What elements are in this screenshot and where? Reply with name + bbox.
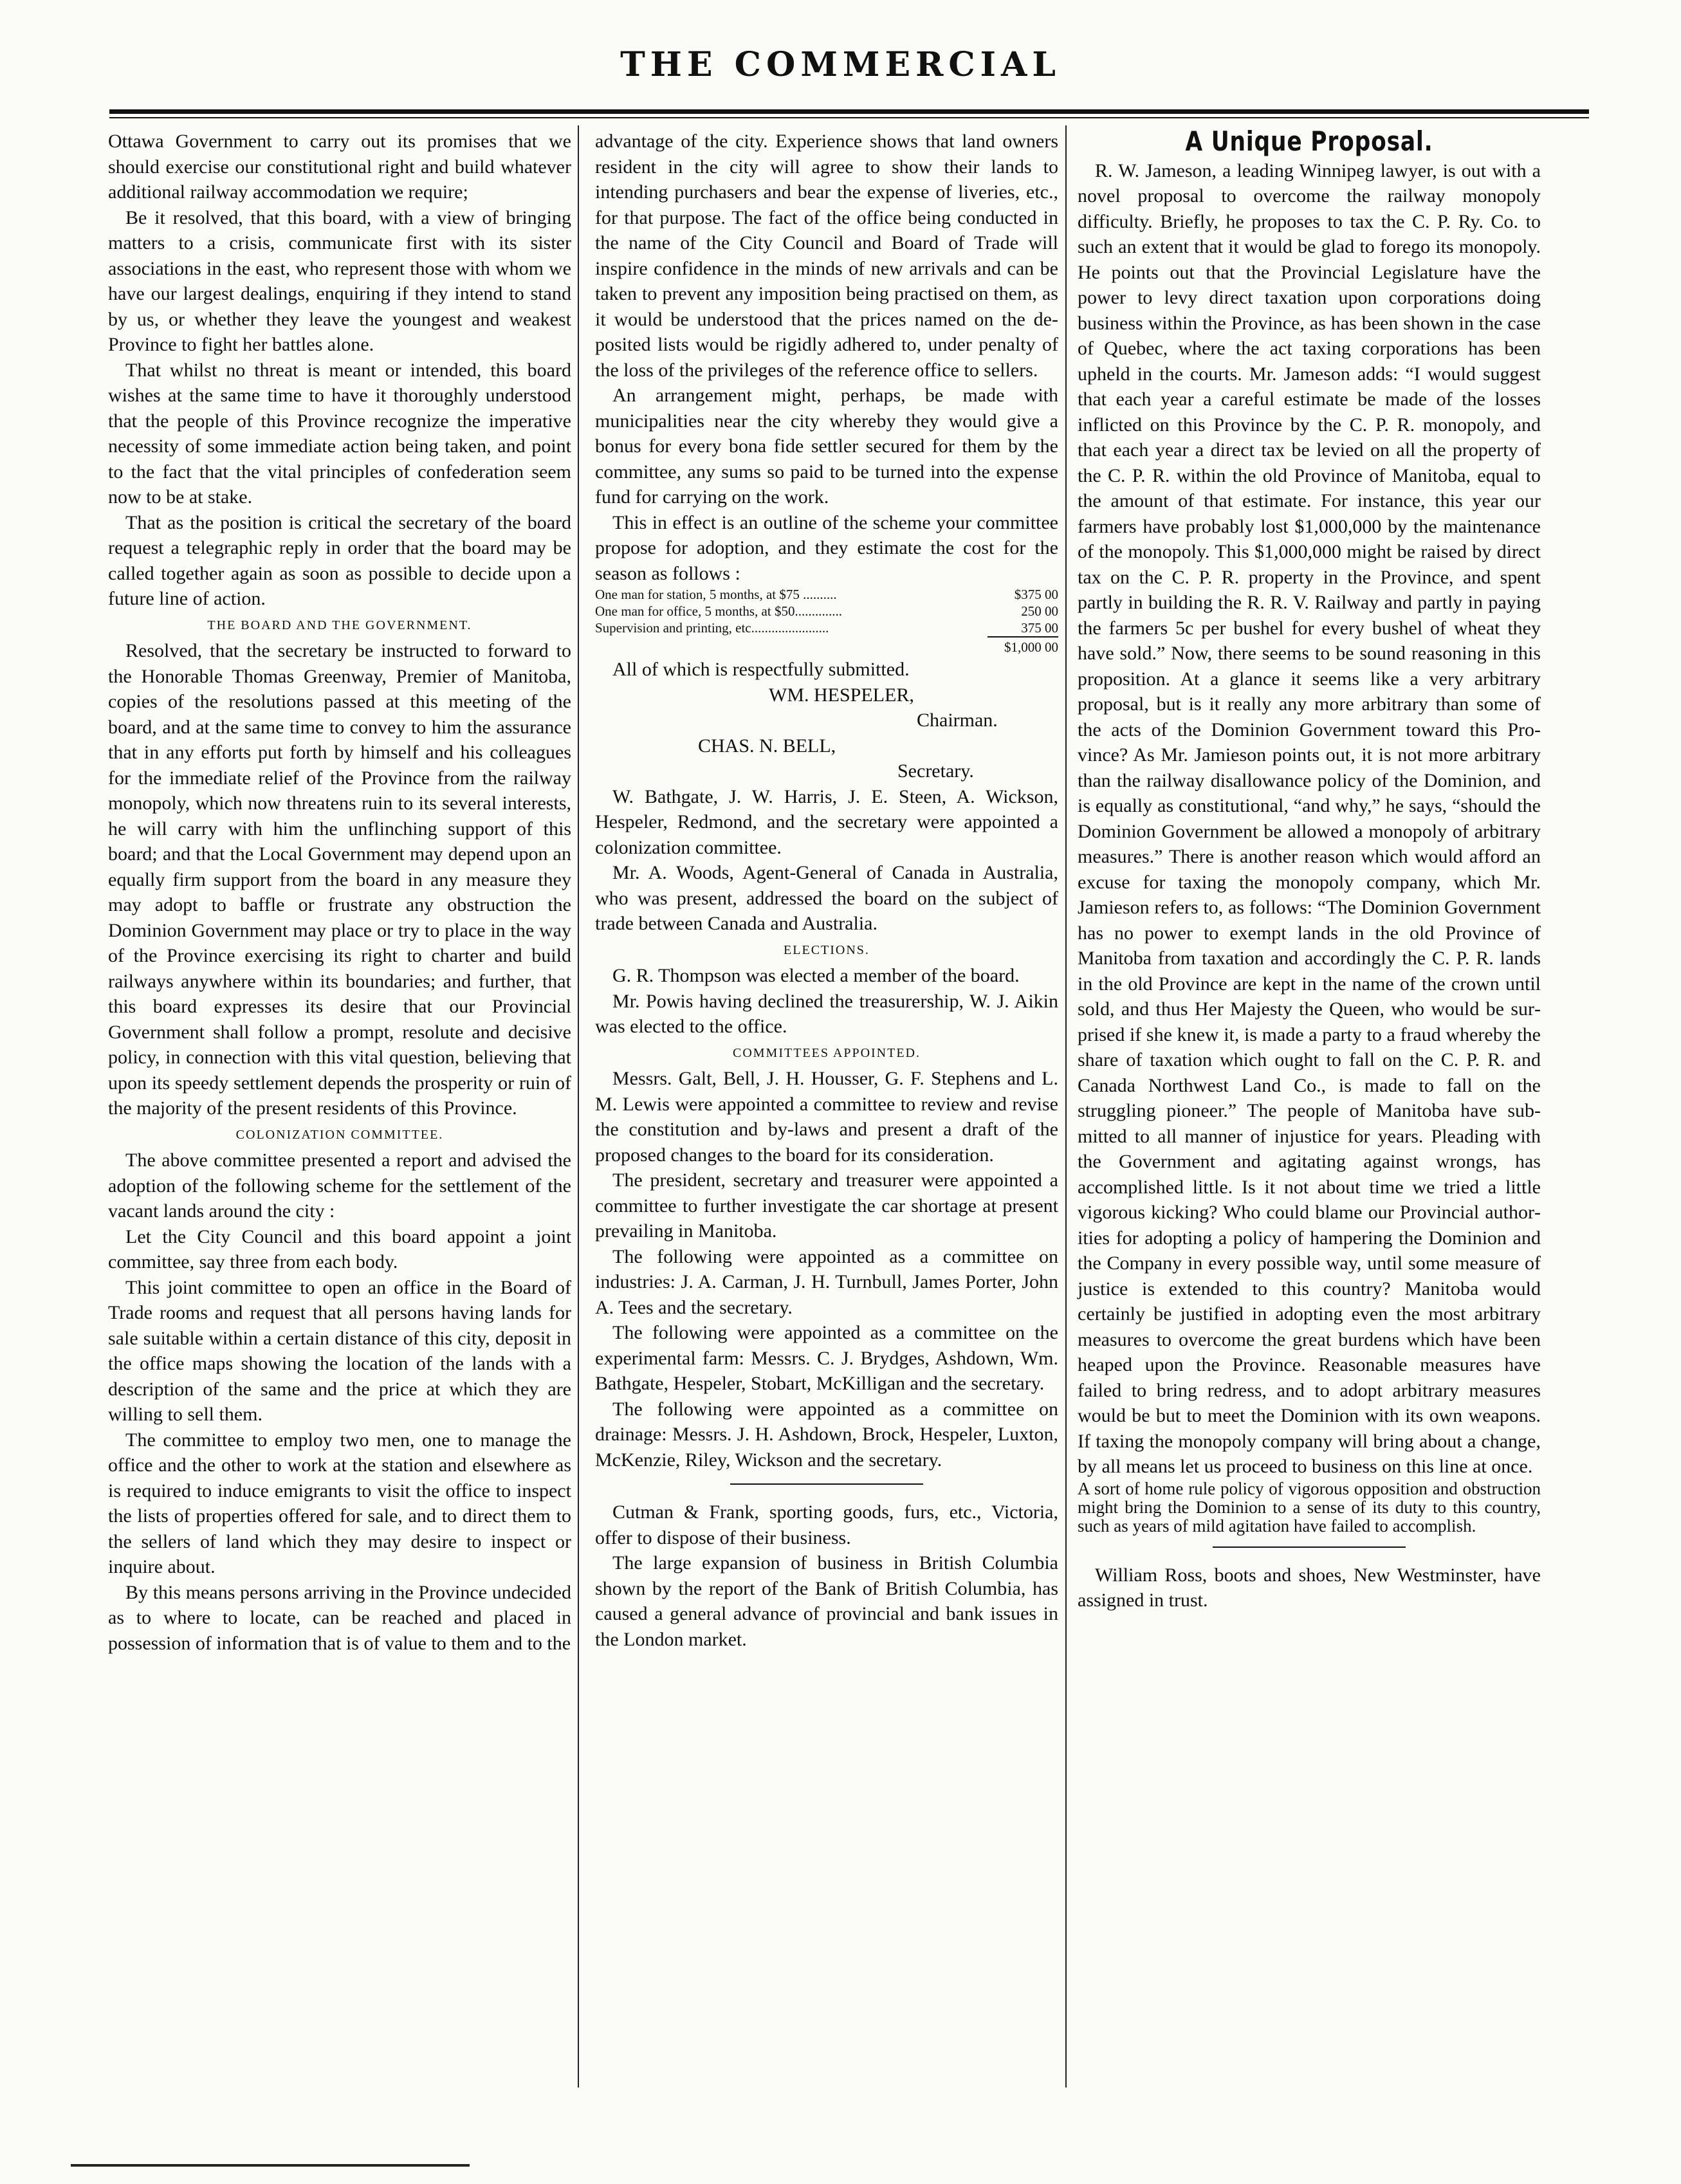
section-subhead: ELECTIONS. — [784, 942, 870, 957]
separator-ornament — [595, 1476, 1058, 1496]
paragraph: Cutman & Frank, sporting goods, furs, etc., Victoria, offer to dispose of their business. — [595, 1501, 1058, 1548]
paragraph: Resolved, that the secretary be instructed to forward to the Honorable Thomas Greenway, Premier of Manitoba, copies of the resolutions passed at this meeting of the board, and at the same time to convey to him the assurance that in any efforts put forth by himself and his colleagues for the immediate relief of the Province from the railway monopoly, which now threatens ruin to its several interests, he will carry with him the unflinching support of this board; and that the Local Government may depend upon an equally firm support from the board in any measure they may adopt to baffle or frustrate any obstruction the Dominion Government may place or try to place in the way of the Province exercising its right to charter and build railways anywhere within its boundaries; and further, that this board expresses its desire that our Provincial Government shall follow a prompt, resolute and decisive policy, in connection with this vital question, believing that upon its speedy settlement depends the prosperity or ruin of the majority of the present residents of this Province. — [108, 640, 571, 1119]
paragraph: An arrangement might, perhaps, be made with municipalities near the city whereby they would give a bonus for every bona fide settler secured for them by the committee, any sums so paid to be turned into the expense fund for carrying on the work. — [595, 385, 1058, 508]
paragraph: G. R. Thompson was elected a member of the board. — [612, 965, 1020, 986]
column-3 — [1078, 125, 1541, 1613]
signature-block — [595, 683, 1058, 784]
paragraph: The following were appointed as a committee on the experimental farm: Messrs. C. J. Brydges, Ashdown, Wm. Bathgate, Hespeler, Stobart, McKilligan and the secretary. — [595, 1322, 1058, 1394]
signatory-title: Chairman. — [917, 710, 998, 731]
paragraph: W. Bathgate, J. W. Harris, J. E. Steen, A. Wickson, Hespeler, Redmond, and the secretary were appointed a colonization committee. — [595, 785, 1058, 858]
paragraph: That as the position is critical the secretary of the board request a telegraphic reply in order that the board may be called together again as soon as possible to decide upon a future line of action. — [108, 511, 571, 609]
column-2 — [595, 129, 1058, 1652]
paragraph: William Ross, boots and shoes, New Westminster, have assigned in trust. — [1078, 1564, 1541, 1611]
section-subhead: THE BOARD AND THE GOVERNMENT. — [207, 618, 472, 632]
paragraph: All of which is respectfully submitted. — [612, 659, 910, 680]
paragraph: That whilst no threat is meant or intended, this board wishes at the same time to have it thoroughly understood that the people of this Province recognize the imperative necessity of some immediate action being taken, and point to the fact that the vital principles of confederation seem now to be at stake. — [108, 359, 571, 508]
paragraph: Be it resolved, that this board, with a view of bringing matters to a crisis, communicate first with its sister associations in the east, who represent those with whom we have our largest dealings, enquiring if they intend to stand by us, or whether they leave the youngest and weakest Province to fight her battles alone. — [108, 206, 571, 355]
section-subhead: COMMITTEES APPOINTED. — [732, 1045, 921, 1060]
paragraph: advantage of the city. Experience shows that land owners resident in the city will agree to show their lands to intending purchasers and bear the expense of liveries, etc., for that purpose. The fact of the office being conducted in the name of the City Council and Board of Trade will inspire confidence in the minds of new arrivals and can be taken to prevent any imposition being practised on them, as it would be understood that the prices named on the deposited lists would be rigidly adhered to, under penalty of the loss of the privileges of the reference office to sellers. — [595, 131, 1058, 381]
cost-item: One man for office, 5 months, at $50.............. — [595, 603, 842, 619]
masthead-rule — [109, 109, 1589, 114]
paragraph: A sort of home rule policy of vigorous opposition and obstruction might bring the Dominion to a sense of its duty to this country, such as years of mild agitation have failed to accomplish. — [1078, 1478, 1541, 1536]
paragraph: Messrs. Galt, Bell, J. H. Housser, G. F. Stephens and L. M. Lewis were appointed a committee to review and revise the constitution and by-laws and present a draft of the proposed changes to the board for its consideration. — [595, 1068, 1058, 1166]
article-title: A Unique Proposal. — [1185, 125, 1433, 157]
cost-row — [595, 603, 1058, 619]
signatory-title: Secretary. — [897, 760, 974, 782]
signatory-name: WM. HESPELER, — [769, 684, 914, 706]
cost-amount: 375 00 — [1021, 620, 1058, 636]
column-divider — [578, 125, 579, 2088]
paragraph: This joint committee to open an office in the Board of Trade rooms and request that all persons having lands for sale suitable within a certain distance of this city, deposit in the office maps showing the location of the lands with a description of the same and the price at which they are willing to sell them. — [108, 1276, 571, 1425]
cost-row — [595, 619, 1058, 636]
signatory-name: CHAS. N. BELL, — [698, 735, 836, 757]
paragraph: The following were appointed as a committee on drainage: Messrs. J. H. Ashdown, Brock, Hespeler, Luxton, McKenzie, Riley, Wickson and the secretary. — [595, 1398, 1058, 1471]
separator-ornament — [1078, 1539, 1541, 1559]
paragraph: Mr. A. Woods, Agent-General of Canada in Australia, who was present, addressed the board on the subject of trade between Canada and Australia. — [595, 862, 1058, 934]
section-subhead: COLONIZATION COMMITTEE. — [235, 1127, 444, 1142]
paragraph: Mr. Powis having declined the treasurership, W. J. Aikin was elected to the office. — [595, 990, 1058, 1037]
column-1 — [108, 129, 571, 1656]
cost-item: One man for station, 5 months, at $75 .......... — [595, 587, 837, 602]
paragraph: Ottawa Government to carry out its promises that we should exercise our constitutional right and build whatever additional railway accommodation we require; — [108, 131, 571, 203]
masthead-rule-thin — [109, 117, 1589, 118]
paragraph: The following were appointed as a committee on industries: J. A. Carman, J. H. Turnbull, James Porter, John A. Tees and the secretary. — [595, 1245, 1058, 1318]
bottom-rule — [71, 2164, 470, 2167]
paragraph: The large expansion of business in British Columbia shown by the report of the Bank of British Columbia, has caused a general advance of provincial and bank issues in the London market. — [595, 1552, 1058, 1650]
paragraph: R. W. Jameson, a leading Winnipeg lawyer, is out with a novel proposal to overcome the railway monopoly difficulty. Briefly, he proposes to tax the C. P. Ry. Co. to such an extent that it would be glad to forego its monopoly. He points out that the Provincial Legislature have the power to levy direct taxation upon corporations doing business within the Province, as has been shown in the case of Quebec, where the act taxing corporations has been upheld in the courts. Mr. Jameson adds: “I would suggest that each year a careful estimate be made of the losses inflicted on this Province by the C. P. R. monopoly, and that each year a direct tax be levied on all the property of the C. P. R. within the old Province of Manitoba, equal to the amount of that estimate. For instance, this year our farmers have probably lost $1,000,000 by the maintenance of the monopoly. This $1,000,000 might be raised by direct tax on the C. P. R. property in the Province, and spent partly in building the R. R. V. Railway and partly in paying the farmers 5c per bushel for every bushel of wheat they have sold.” Now, there seems to be sound reasoning in this proposition. At a glance it seems like a very arbitrary proposal, but is it really any more arbitrary than some of the acts of the Dominion Government toward this Province? As Mr. Jamieson points out, it is not more arbitrary than the railway disallowance policy of the Dominion, and is equally as constitutional, “and why,” he says, “should the Dominion Government be allowed a monopoly of arbitrary measures.” There is another reason which would afford an excuse for taxing the monopoly company, which Mr. Jamieson refers to, as follows: “The Dominion Government has no power to exempt lands in the old Province of Manitoba from taxation and accordingly the C. P. R. lands in the old Province are kept in the name of the crown until sold, and thus Her Majesty the Queen, who would be surprised if she knew it, is made a party to a fraud whereby the share of taxation which ought to fall on the C. P. R. and Canada Northwest Land Co., is made to fall on the struggling pioneer.” The people of Manitoba have submitted to all manner of injustice for years. Pleading with the Government and agitating against wrongs, has accomplished little. Is it not about time we tried a little vigorous kicking? Who could blame our Provincial authorities for adopting a policy of hampering the Dominion and the Company in every possible way, until some measure of justice is extended to this country? Manitoba would certainly be justified in adopting even the most arbitrary measures to overcome the great burdens which have been heaped upon the Province. Reasonable measures have failed to bring redress, and to adopt arbitrary measures would be but to meet the Dominion with its own weapons. If taxing the monopoly company will bring about a change, by all means let us proceed to business on this line at once. — [1078, 160, 1541, 1477]
column-divider — [1065, 125, 1067, 2088]
cost-total: $1,000 00 — [987, 636, 1058, 657]
cost-row — [595, 586, 1058, 603]
cost-item: Supervision and printing, etc....................... — [595, 620, 829, 636]
masthead: THE COMMERCIAL — [620, 45, 1061, 84]
paragraph: By this means persons arriving in the Province undecided as to where to locate, can be reached and placed in possession of information that is of value to them and to the — [108, 1581, 571, 1654]
paragraph: The committee to employ two men, one to manage the office and the other to work at the station and elsewhere as is required to induce emigrants to visit the office to inspect the lists of properties offered for sale, and to direct them to the sellers of land which they may desire to inspect or inquire about. — [108, 1429, 571, 1577]
cost-amount: 250 00 — [1021, 603, 1058, 619]
paragraph: This in effect is an outline of the scheme your committee propose for adoption, and they estimate the cost for the season as follows : — [595, 511, 1058, 584]
paragraph: The above committee presented a report and advised the adoption of the following scheme for the settlement of the vacant lands around the city : — [108, 1150, 571, 1222]
paragraph: The president, secretary and treasurer were appointed a committee to further investigate the car shortage at present prevailing in Manitoba. — [595, 1170, 1058, 1242]
cost-table — [595, 586, 1058, 657]
paragraph: Let the City Council and this board appoint a joint committee, say three from each body. — [108, 1225, 571, 1272]
cost-amount: $375 00 — [1014, 587, 1058, 602]
